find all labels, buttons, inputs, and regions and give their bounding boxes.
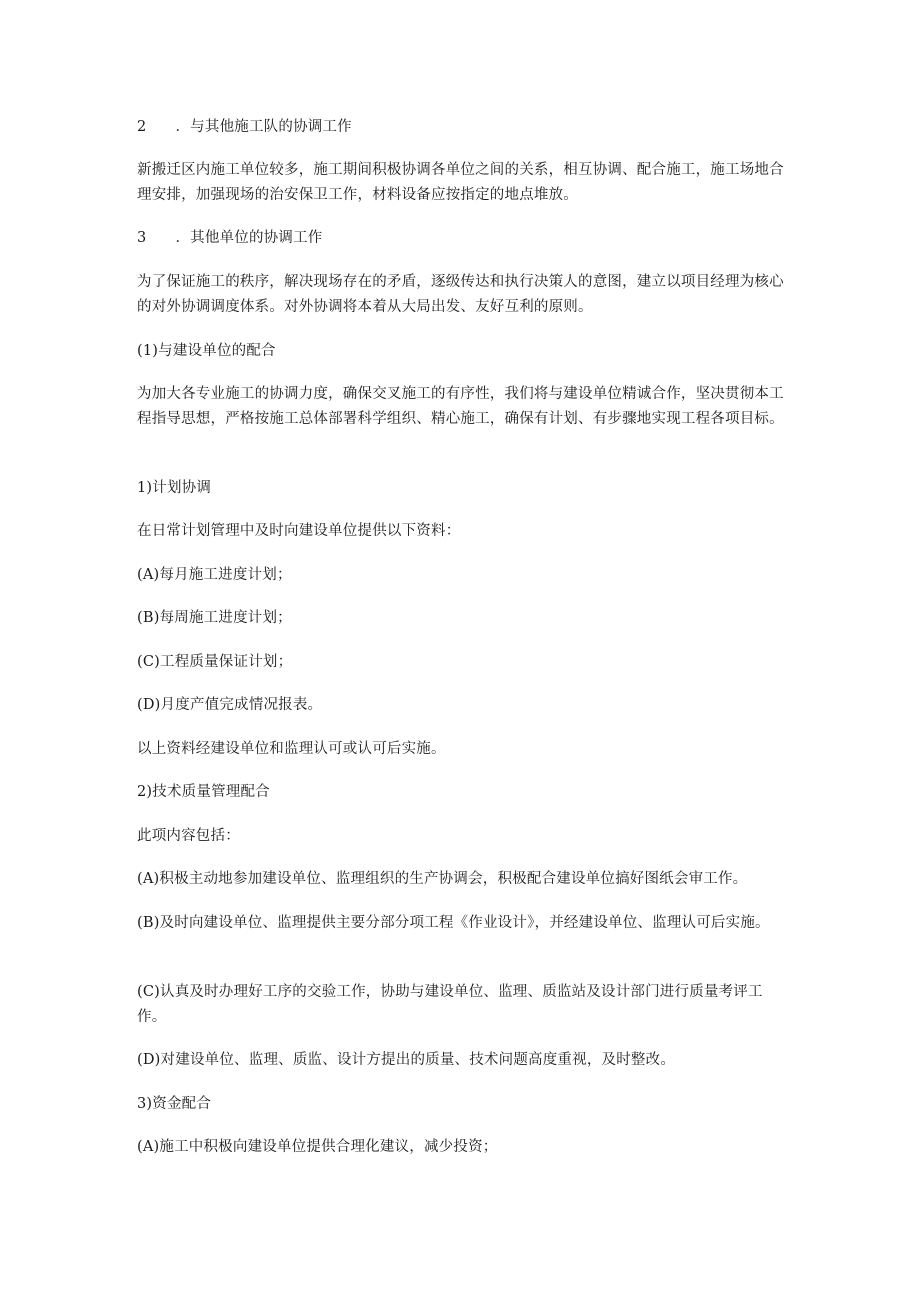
list-item: (D)月度产值完成情况报表。 <box>137 697 323 713</box>
paragraph: 此项内容包括： <box>137 828 240 844</box>
paragraph: 在日常计划管理中及时向建设单位提供以下资料： <box>137 523 461 539</box>
list-item: (A)施工中积极向建设单位提供合理化建议，减少投资； <box>137 1139 498 1155</box>
paragraph: 新搬迁区内施工单位较多，施工期间积极协调各单位之间的关系，相互协调、配合施工，施工场地合理安排，加强现场的治安保卫工作，材料设备应按指定的地点堆放。 <box>137 162 784 203</box>
paragraph: 为加大各专业施工的协调力度，确保交叉施工的有序性，我们将与建设单位精诚合作，坚决贯彻本工程指导思想，严格按施工总体部署科学组织、精心施工，确保有计划、有步骤地实现工程各项目标。 <box>137 386 784 427</box>
list-item: (C)工程质量保证计划； <box>137 654 293 670</box>
list-item: (D)对建设单位、监理、质监、设计方提出的质量、技术问题高度重视，及时整改。 <box>137 1052 676 1068</box>
section-heading: 2 ．与其他施工队的协调工作 <box>137 119 352 135</box>
list-item: (A)每月施工进度计划； <box>137 567 292 583</box>
paragraph: 为了保证施工的秩序，解决现场存在的矛盾，逐级传达和执行决策人的意图，建立以项目经理为核心的对外协调调度体系。对外协调将本着从大局出发、友好互利的原则。 <box>137 274 784 315</box>
paragraph: 以上资料经建设单位和监理认可或认可后实施。 <box>137 741 446 757</box>
list-item: (C)认真及时办理好工序的交验工作，协助与建设单位、监理、质监站及设计部门进行质量考评工作。 <box>137 984 763 1025</box>
list-item: (A)积极主动地参加建设单位、监理组织的生产协调会，积极配合建设单位搞好图纸会审工作。 <box>137 871 748 887</box>
subsection-heading: 2)技术质量管理配合 <box>137 784 270 800</box>
subsection-heading: 3)资金配合 <box>137 1096 212 1112</box>
list-item: (B)及时向建设单位、监理提供主要分部分项工程《作业设计》，并经建设单位、监理认可后实施。 <box>137 915 770 931</box>
list-item: (B)每周施工进度计划； <box>137 610 292 626</box>
section-heading: 3 ．其他单位的协调工作 <box>137 230 323 246</box>
subsection-heading: 1)计划协调 <box>137 480 212 496</box>
subsection-heading: (1)与建设单位的配合 <box>137 343 276 359</box>
